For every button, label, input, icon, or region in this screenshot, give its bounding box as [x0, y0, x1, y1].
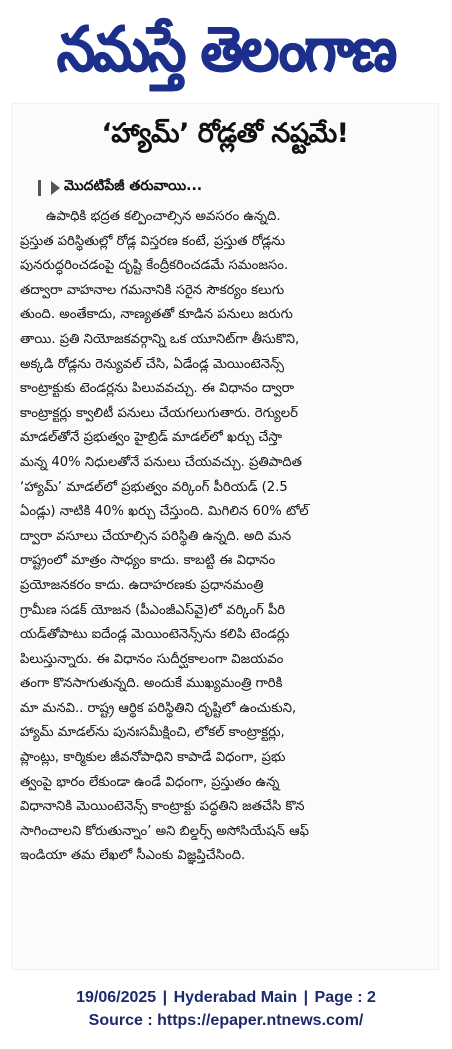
article-line: ప్లాంట్లు, కార్మికుల జీవనోపాధిని కాపాడే విధంగా, ప్రభు: [20, 750, 286, 766]
article-line: పునరుద్ధరించడంపై దృష్టి కేంద్రీకరించడమే సమంజసం.: [20, 258, 289, 274]
continuation-text: మొదటిపేజీ తరువాయి...: [64, 178, 203, 194]
article-line: తాయి. ప్రతి నియోజకవర్గాన్ని ఒక యూనిట్‌గా తీసుకొని,: [20, 331, 300, 347]
article-headline: ‘హ్యామ్’ రోడ్లతో నష్టమే!: [101, 118, 349, 149]
marker-bar-icon: [38, 180, 41, 196]
article-line: ప్రయోజనకరం కాదు. ఉదాహరణకు ప్రధానమంత్రి: [20, 577, 264, 593]
publication-date: 19/06/2025: [76, 989, 157, 1006]
article-line: మన్న 40% నిధులతోనే పనులు చేయవచ్చు. ప్రతిపాదిత: [20, 454, 302, 470]
article-line: సాగించాలని కోరుతున్నాం’ అని బిల్డర్స్ అసోసియేషన్ ఆఫ్: [20, 823, 310, 839]
article-line: ఉపాధికి భద్రత కల్పించాల్సిన అవసరం ఉన్నది.: [46, 209, 281, 224]
footer-dateline: [0, 989, 452, 1007]
masthead: [0, 0, 452, 100]
article-line: గ్రామీణ సడక్ యోజన (పీఎంజీఎస్‌వై)లో వర్కింగ్ పీరి: [20, 602, 286, 618]
article-line: యడ్‌తోపాటు ఐదేండ్ల మెయింటెనెన్స్‌ను కలిపి టెండర్లు: [20, 627, 290, 643]
source-link[interactable]: Source : https://epaper.ntnews.com/: [88, 1012, 364, 1029]
article-line: రాష్ట్రంలో మాత్రం సాధ్యం కాదు. కాబట్టి ఈ విధానం: [20, 553, 276, 569]
article-line: త్వంపై భారం లేకుండా ఉండే విధంగా, ప్రస్తుతం ఉన్న: [20, 774, 280, 790]
article-line: ఏండ్లు) నాటికి 40% ఖర్చు చేస్తుంది. మిగిలిన 60% టోల్: [20, 504, 309, 520]
article-line: మా మనవి.. రాష్ట్ర ఆర్థిక పరిస్థితిని దృష్టిలో ఉంచుకుని,: [20, 700, 297, 716]
article-line: హ్యామ్ మాడల్‌ను పునఃసమీక్షించి, లోకల్ కాంట్రాక్టర్లు,: [20, 725, 285, 741]
article-line: తద్వారా వాహనాల గమనానికి సరైన సౌకర్యం కలుగు: [20, 282, 285, 298]
article-line: తుంది. అంతేకాదు, నాణ్యతతో కూడిన పనులు జరుగు: [20, 307, 293, 323]
article-clipping: [12, 104, 438, 969]
article-line: ఇండియా తమ లేఖలో సీఎంకు విజ్ఞప్తిచేసింది.: [20, 848, 246, 864]
article-body: [20, 205, 430, 869]
play-arrow-icon: [51, 181, 60, 195]
article-line: ‘హ్యామ్’ మాడల్‌లో ప్రభుత్వం వర్కింగ్ పీరియడ్ (2.5: [20, 479, 288, 495]
separator: |: [162, 989, 168, 1006]
continuation-marker: [38, 178, 202, 197]
article-line: ప్రస్తుత పరిస్థితుల్లో రోడ్ల విస్తరణ కంటే, ప్రస్తుత రోడ్లను: [20, 233, 286, 249]
article-line: పిలుస్తున్నారు. ఈ విధానం సుదీర్ఘకాలంగా విజయవం: [20, 651, 284, 667]
article-line: విధానానికి మెయింటెనెన్స్ కాంట్రాక్టు పద్ధతిని జతచేసి కొన: [20, 799, 305, 815]
edition-name: Hyderabad Main: [173, 989, 298, 1006]
page-number: Page : 2: [314, 989, 376, 1006]
article-line: అక్కడి రోడ్లను రెన్యువల్ చేసి, ఏడేండ్ల మెయింటెనెన్స్: [20, 356, 284, 372]
article-line: కాంట్రాక్టర్లు క్వాలిటీ పనులు చేయగలుగుతారు. రెగ్యులర్: [20, 405, 298, 421]
article-line: ద్వారా వసూలు చేయాల్సిన పరిస్థితి ఉన్నది. అది మన: [20, 528, 292, 544]
article-line: కాంట్రాక్టుకు టెండర్లను పిలువవచ్చు. ఈ విధానం ద్వారా: [20, 381, 295, 397]
newspaper-logo: నమస్తే తెలంగాణ: [57, 13, 395, 86]
separator: |: [303, 989, 309, 1006]
article-line: తంగా కొనసాగుతున్నది. అందుకే ముఖ్యమంత్రి గారికి: [20, 676, 283, 692]
article-line: మాడల్‌తోనే ప్రభుత్వం హైబ్రిడ్ మాడల్‌లో ఖర్చు చేస్తా: [20, 430, 282, 446]
